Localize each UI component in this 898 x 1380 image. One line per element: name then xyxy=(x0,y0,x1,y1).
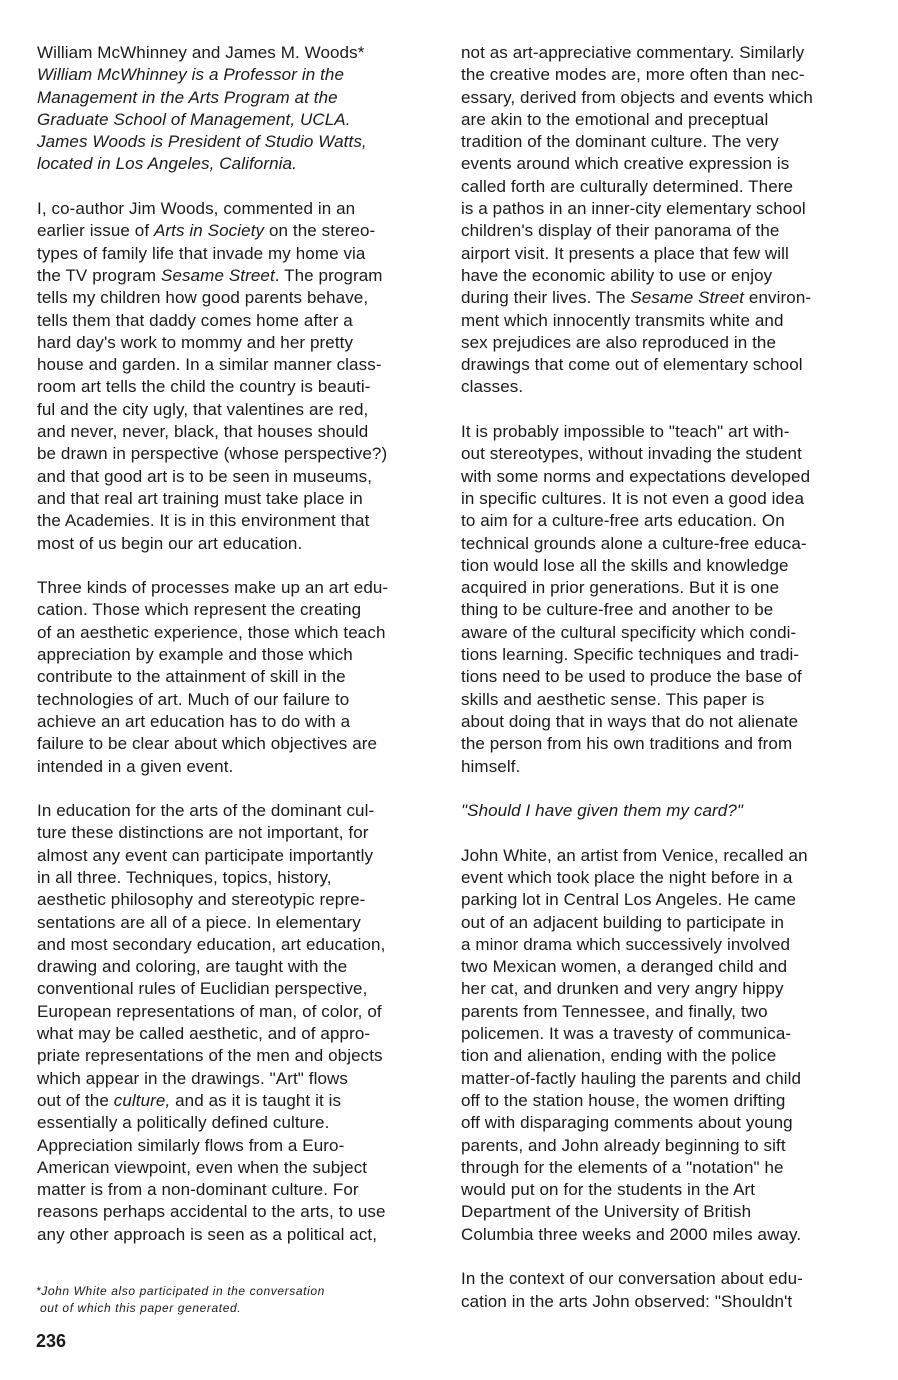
paragraph-processes xyxy=(37,577,442,778)
text-line: airport visit. It presents a place that few will xyxy=(461,243,789,263)
text-line: earlier issue of Arts in Society on the stereo- xyxy=(37,221,376,241)
text-line: failure to be clear about which objectives are xyxy=(37,734,378,754)
text-line: In education for the arts of the dominant cul- xyxy=(37,801,375,821)
footnote xyxy=(36,1283,456,1317)
right-column xyxy=(461,42,866,1313)
text-line: her cat, and drunken and very angry hippy xyxy=(461,979,784,999)
text-line: and never, never, black, that houses should xyxy=(37,422,369,442)
text-line: essentially a politically defined culture. xyxy=(37,1113,330,1133)
text-line: tion would lose all the skills and knowledge xyxy=(461,555,789,575)
text-line: American viewpoint, even when the subject xyxy=(37,1157,368,1177)
text-line: cation in the arts John observed: "Shouldn't xyxy=(461,1291,793,1311)
author-line: William McWhinney and James M. Woods* xyxy=(37,43,365,62)
text-line: tradition of the dominant culture. The very xyxy=(461,132,779,152)
text-line: parents, and John already beginning to sift xyxy=(461,1135,786,1155)
text-line: and that good art is to be seen in museums, xyxy=(37,466,373,486)
text-line: the creative modes are, more often than nec- xyxy=(461,65,805,85)
text-line: matter-of-factly hauling the parents and child xyxy=(461,1068,802,1088)
text-line: European representations of man, of color, of xyxy=(37,1001,382,1021)
text-line: aware of the cultural specificity which condi- xyxy=(461,622,797,642)
text-line: John White, an artist from Venice, recalled an xyxy=(461,845,808,865)
section-heading: "Should I have given them my card?" xyxy=(461,801,744,821)
text-line: himself. xyxy=(461,756,521,776)
text-line: essary, derived from objects and events which xyxy=(461,87,813,107)
text-line: in specific cultures. It is not even a good idea xyxy=(461,488,805,508)
text-line: most of us begin our art education. xyxy=(37,533,303,553)
affiliation-line: Management in the Arts Program at the xyxy=(37,87,338,107)
text-line: what may be called aesthetic, and of appro- xyxy=(37,1024,371,1044)
text-line: appreciation by example and those which xyxy=(37,645,353,665)
text-line: events around which creative expression is xyxy=(461,154,790,174)
affiliation-line: Graduate School of Management, UCLA. xyxy=(37,109,351,129)
text-line: event which took place the night before in a xyxy=(461,867,793,887)
text-line: It is probably impossible to "teach" art with- xyxy=(461,422,790,442)
text-line: and most secondary education, art education, xyxy=(37,934,386,954)
text-line: through for the elements of a "notation" he xyxy=(461,1157,784,1177)
text-line: is a pathos in an inner-city elementary school xyxy=(461,199,806,219)
text-line: aesthetic philosophy and stereotypic repre- xyxy=(37,890,366,910)
text-line: two Mexican women, a deranged child and xyxy=(461,957,788,977)
text-line: cation. Those which represent the creating xyxy=(37,600,362,620)
text-line: which appear in the drawings. "Art" flows xyxy=(37,1068,348,1088)
footnote-line: *John White also participated in the conversation xyxy=(36,1284,325,1298)
text-line: called forth are culturally determined. There xyxy=(461,176,794,196)
text-line: a minor drama which successively involved xyxy=(461,934,791,954)
text-line: almost any event can participate importantly xyxy=(37,845,374,865)
paragraph-stereotypes xyxy=(461,421,866,778)
text-line: Three kinds of processes make up an art edu- xyxy=(37,578,389,598)
text-line: have the economic ability to use or enjoy xyxy=(461,265,773,285)
text-line: of an aesthetic experience, those which teach xyxy=(37,622,386,642)
text-line: priate representations of the men and objects xyxy=(37,1046,383,1066)
text-line: In the context of our conversation about edu- xyxy=(461,1269,803,1289)
text-line: parking lot in Central Los Angeles. He came xyxy=(461,890,797,910)
text-line: during their lives. The Sesame Street environ- xyxy=(461,288,812,308)
text-line: off to the station house, the women drifting xyxy=(461,1090,786,1110)
text-line: matter is from a non-dominant culture. For xyxy=(37,1180,359,1200)
text-line: tion and alienation, ending with the police xyxy=(461,1046,777,1066)
text-line: ture these distinctions are not important, for xyxy=(37,823,369,843)
text-line: not as art-appreciative commentary. Similarly xyxy=(461,43,805,62)
text-line: technologies of art. Much of our failure to xyxy=(37,689,350,709)
paragraph-dominant-culture xyxy=(37,800,442,1246)
text-line: thing to be culture-free and another to be xyxy=(461,600,774,620)
text-line: any other approach is seen as a political act, xyxy=(37,1224,378,1244)
text-line: types of family life that invade my home via xyxy=(37,243,366,263)
text-line: tells my children how good parents behave, xyxy=(37,288,369,308)
text-line: in all three. Techniques, topics, history, xyxy=(37,867,332,887)
page-number: 236 xyxy=(36,1331,67,1351)
text-line: would put on for the students in the Art xyxy=(461,1180,756,1200)
text-line: ment which innocently transmits white and xyxy=(461,310,784,330)
affiliation-line: William McWhinney is a Professor in the xyxy=(37,65,345,85)
text-line: contribute to the attainment of skill in the xyxy=(37,667,346,687)
paragraph-john-white xyxy=(461,845,866,1246)
text-line: tions learning. Specific techniques and tradi- xyxy=(461,645,800,665)
text-line: off with disparaging comments about young xyxy=(461,1113,793,1133)
text-line: intended in a given event. xyxy=(37,756,234,776)
text-line: with some norms and expectations developed xyxy=(461,466,811,486)
text-line: sentations are all of a piece. In elementary xyxy=(37,912,361,932)
text-line: be drawn in perspective (whose perspective?) xyxy=(37,444,388,464)
paragraph-conversation xyxy=(461,1268,866,1313)
text-line: tells them that daddy comes home after a xyxy=(37,310,353,330)
text-line: children's display of their panorama of the xyxy=(461,221,780,241)
text-line: Department of the University of British xyxy=(461,1202,752,1222)
footnote-line: out of which this paper generated. xyxy=(40,1301,242,1315)
text-line: policemen. It was a travesty of communica- xyxy=(461,1024,792,1044)
text-line: the TV program Sesame Street. The program xyxy=(37,265,383,285)
text-line: I, co-author Jim Woods, commented in an xyxy=(37,199,356,219)
text-line: room art tells the child the country is beauti- xyxy=(37,377,371,397)
text-line: the person from his own traditions and from xyxy=(461,734,793,754)
text-line: are akin to the emotional and preceptual xyxy=(461,109,769,129)
text-line: drawing and coloring, are taught with the xyxy=(37,957,348,977)
text-line: drawings that come out of elementary school xyxy=(461,355,803,375)
text-line: conventional rules of Euclidian perspective, xyxy=(37,979,368,999)
author-affiliation xyxy=(37,64,442,175)
text-line: skills and aesthetic sense. This paper is xyxy=(461,689,765,709)
text-line: to aim for a culture-free arts education. On xyxy=(461,511,785,531)
text-line: the Academies. It is in this environment that xyxy=(37,511,370,531)
text-line: reasons perhaps accidental to the arts, to use xyxy=(37,1202,386,1222)
text-line: about doing that in ways that do not alienate xyxy=(461,711,799,731)
text-line: hard day's work to mommy and her pretty xyxy=(37,332,354,352)
text-line: technical grounds alone a culture-free educa- xyxy=(461,533,807,553)
text-line: sex prejudices are also reproduced in the xyxy=(461,332,777,352)
text-line: Appreciation similarly flows from a Euro- xyxy=(37,1135,345,1155)
text-line: classes. xyxy=(461,377,524,397)
text-line: achieve an art education has to do with a xyxy=(37,711,351,731)
text-line: tions need to be used to produce the base of xyxy=(461,667,802,687)
text-line: ful and the city ugly, that valentines are red, xyxy=(37,399,369,419)
text-line: Columbia three weeks and 2000 miles away. xyxy=(461,1224,802,1244)
text-line: out of an adjacent building to participate in xyxy=(461,912,785,932)
text-line: acquired in prior generations. But it is one xyxy=(461,578,780,598)
text-line: out of the culture, and as it is taught it is xyxy=(37,1090,342,1110)
byline xyxy=(37,42,442,64)
left-column xyxy=(37,42,442,1246)
paragraph-creative-modes xyxy=(461,42,866,399)
text-line: parents from Tennessee, and finally, two xyxy=(461,1001,768,1021)
affiliation-line: located in Los Angeles, California. xyxy=(37,154,297,174)
text-line: out stereotypes, without invading the student xyxy=(461,444,802,464)
text-line: and that real art training must take place in xyxy=(37,488,363,508)
text-line: house and garden. In a similar manner class- xyxy=(37,355,382,375)
affiliation-line: James Woods is President of Studio Watts, xyxy=(37,132,367,152)
paragraph-intro xyxy=(37,198,442,555)
